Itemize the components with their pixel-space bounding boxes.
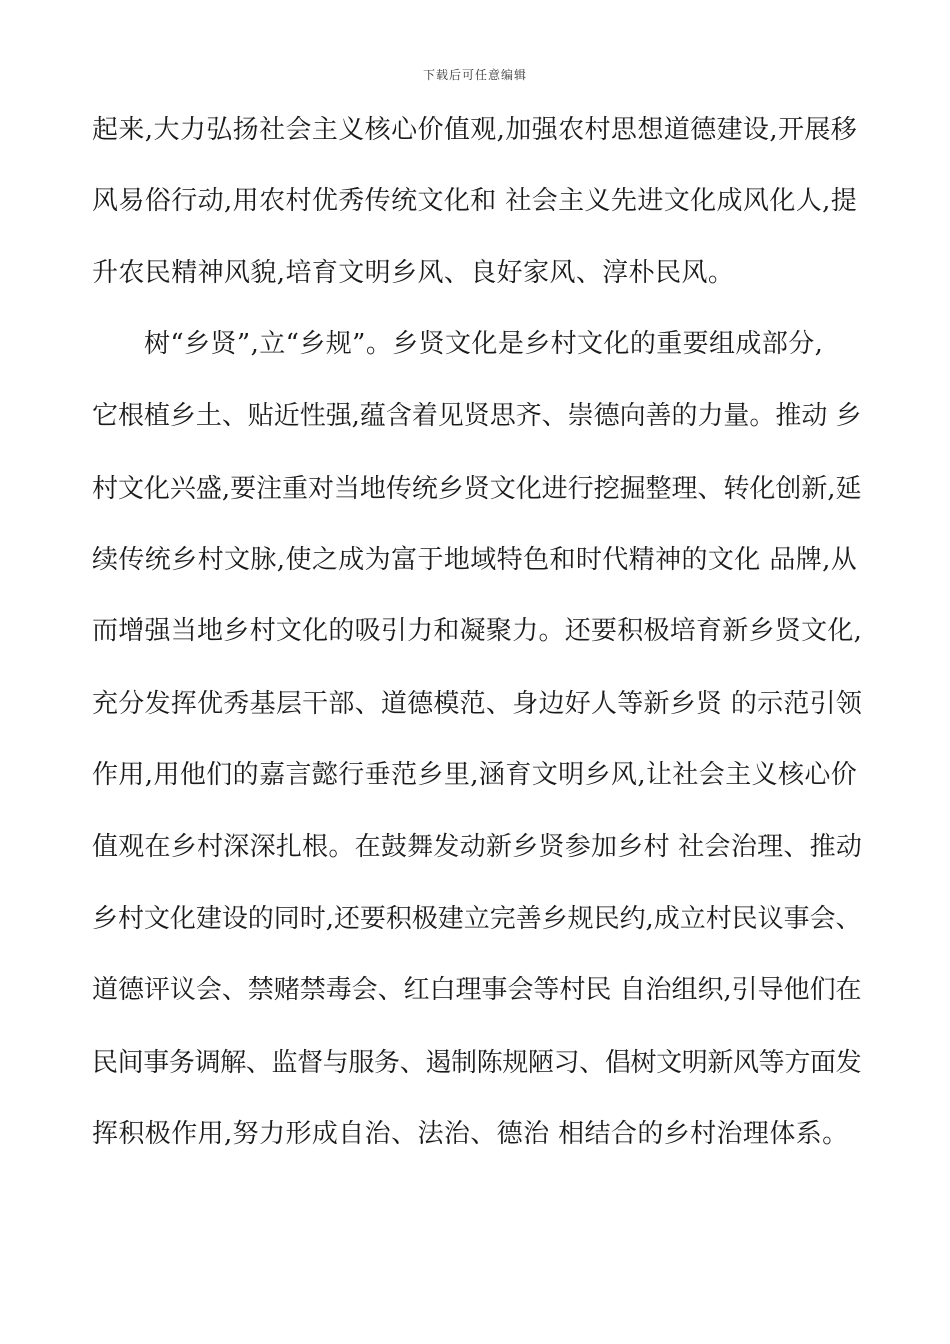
text-line: 而增强当地乡村文化的吸引力和凝聚力。还要积极培育新乡贤文化, (92, 616, 863, 646)
text-line: 作用,用他们的嘉言懿行垂范乡里,涵育文明乡风,让社会主义核心价 (92, 760, 858, 790)
text-line-paragraph-start: 树“乡贤”,立“乡规”。乡贤文化是乡村文化的重要组成部分, (144, 329, 824, 359)
page-header: 下载后可任意编辑 (422, 68, 527, 82)
text-line: 乡村文化建设的同时,还要积极建立完善乡规民约,成立村民议事会、 (92, 904, 862, 934)
text-line: 续传统乡村文脉,使之成为富于地域特色和时代精神的文化 品牌,从 (92, 545, 858, 575)
text-line: 升农民精神风貌,培育文明乡风、良好家风、淳朴民风。 (92, 258, 735, 288)
text-line: 值观在乡村深深扎根。在鼓舞发动新乡贤参加乡村 社会治理、推动 (92, 832, 863, 862)
text-line: 风易俗行动,用农村优秀传统文化和 社会主义先进文化成风化人,提 (92, 186, 858, 216)
text-line: 民间事务调解、监督与服务、遏制陈规陋习、倡树文明新风等方面发 (92, 1048, 862, 1078)
text-line: 道德评议会、禁赌禁毒会、红白理事会等村民 自治组织,引导他们在 (92, 975, 862, 1005)
text-line: 起来,大力弘扬社会主义核心价值观,加强农村思想道德建设,开展移 (92, 115, 858, 145)
text-line: 挥积极作用,努力形成自治、法治、德治 相结合的乡村治理体系。 (92, 1119, 849, 1149)
text-line: 村文化兴盛,要注重对当地传统乡贤文化进行挖掘整理、转化创新,延 (92, 474, 862, 504)
text-line: 充分发挥优秀基层干部、道德模范、身边好人等新乡贤 的示范引领 (92, 689, 863, 719)
text-line: 它根植乡土、贴近性强,蕴含着见贤思齐、崇德向善的力量。推动 乡 (92, 401, 862, 431)
